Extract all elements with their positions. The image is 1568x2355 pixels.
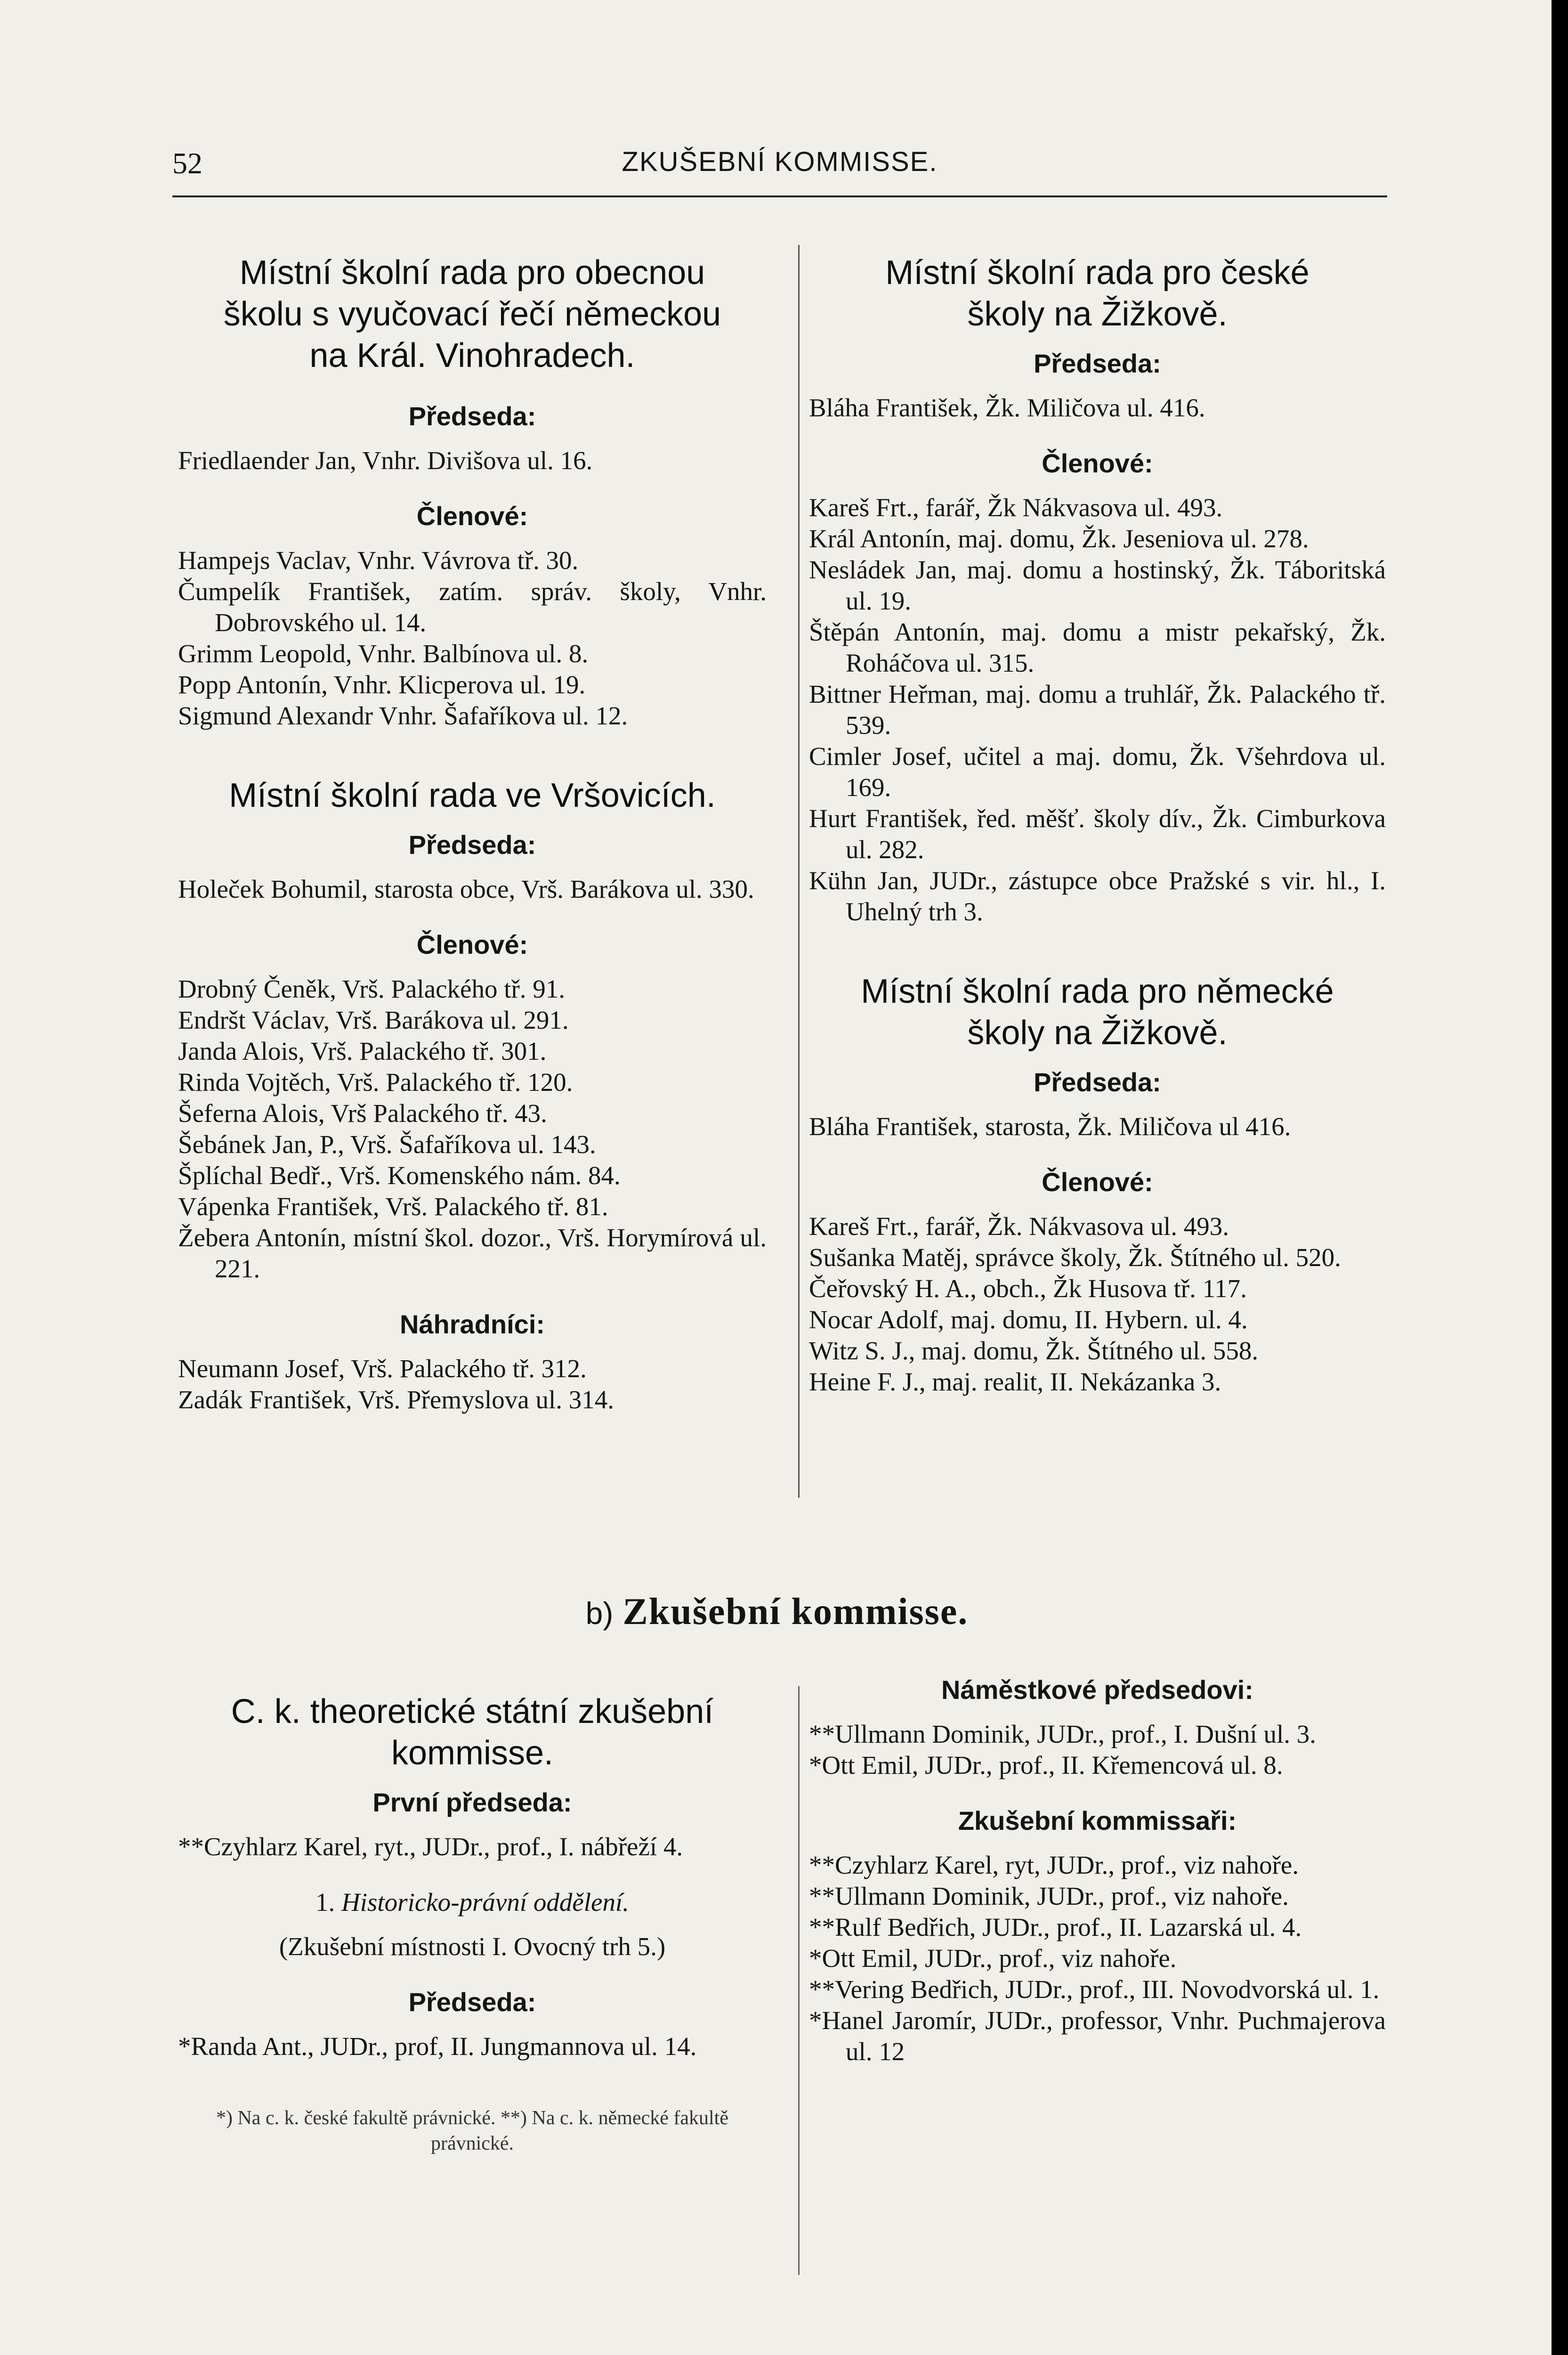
chair-entry: Bláha František, Žk. Miličova ul. 416.: [809, 393, 1205, 422]
member-entry: Nocar Adolf, maj. domu, II. Hybern. ul. 4.: [809, 1305, 1248, 1334]
department-name: Historicko-právní oddělení.: [341, 1888, 629, 1916]
member-entry: Čeřovský H. A., obch., Žk Husova tř. 117.: [809, 1274, 1247, 1303]
first-chair-label: První předseda:: [372, 1787, 572, 1817]
substitutes-label: Náhradníci:: [399, 1309, 545, 1339]
member-entry: Žebera Antonín, místní škol. dozor., Vrš. Horymírová ul. 221.: [178, 1223, 767, 1283]
substitute-entry: Neumann Josef, Vrš. Palackého tř. 312.: [178, 1354, 587, 1383]
chair-entry: Friedlaender Jan, Vnhr. Divišova ul. 16.: [178, 446, 593, 475]
right-column-bottom: [809, 1674, 1386, 2067]
commissioner-entry: *Ott Emil, JUDr., prof., viz nahoře.: [809, 1944, 1177, 1973]
column-divider-bottom: [798, 1686, 800, 2275]
commissioner-entry: *Hanel Jaromír, JUDr., professor, Vnhr. Puchmajerova ul. 12: [809, 2006, 1386, 2066]
running-title: ZKUŠEBNÍ KOMMISSE.: [622, 146, 938, 177]
member-entry: Hurt František, řed. měšť. školy dív., Žk. Cimburkova ul. 282.: [809, 804, 1386, 864]
member-entry: Král Antonín, maj. domu, Žk. Jeseniova ul. 278.: [809, 524, 1309, 553]
member-entry: Heine F. J., maj. realit, II. Nekázanka 3.: [809, 1367, 1221, 1396]
department-room: (Zkušební místnosti I. Ovocný trh 5.): [279, 1932, 666, 1961]
member-entry: Šebánek Jan, P., Vrš. Šafaříkova ul. 143.: [178, 1130, 596, 1159]
commissioner-entry: **Ullmann Dominik, JUDr., prof., viz nahoře.: [809, 1882, 1289, 1910]
member-entry: Sigmund Alexandr Vnhr. Šafaříkova ul. 12.: [178, 701, 628, 730]
page-number: 52: [172, 146, 202, 180]
title-line: Místní školní rada pro obecnou: [239, 254, 705, 292]
members-label: Členové:: [1042, 448, 1153, 478]
member-entry: Cimler Josef, učitel a maj. domu, Žk. Všehrdova ul. 169.: [809, 742, 1386, 802]
member-entry: Sušanka Matěj, správce školy, Žk. Štítného ul. 520.: [809, 1243, 1341, 1272]
scan-border: [1552, 0, 1568, 2355]
title-line: na Král. Vinohradech.: [309, 337, 635, 374]
page-header: [172, 146, 1387, 188]
section-title: Zkušební kommisse.: [622, 1591, 969, 1632]
member-entry: Vápenka František, Vrš. Palackého tř. 81.: [178, 1192, 608, 1221]
title-line: kommisse.: [391, 1734, 554, 1772]
title-line: školu s vyučovací řečí německou: [223, 295, 721, 333]
member-entry: Šplíchal Bedř., Vrš. Komenského nám. 84.: [178, 1161, 621, 1190]
title-line: Místní školní rada pro německé: [861, 973, 1334, 1010]
chair-label: Předseda:: [408, 1987, 536, 2017]
member-entry: Kareš Frt., farář, Žk. Nákvasova ul. 493.: [809, 1212, 1229, 1241]
department-heading: [178, 1887, 767, 1918]
member-entry: Nesládek Jan, maj. domu a hostinský, Žk. Táboritská ul. 19.: [809, 555, 1386, 615]
first-chair-entry: **Czyhlarz Karel, ryt., JUDr., prof., I. nábřeží 4.: [178, 1832, 683, 1861]
member-entry: Endršt Václav, Vrš. Barákova ul. 291.: [178, 1006, 569, 1034]
member-entry: Kareš Frt., farář, Žk Nákvasova ul. 493.: [809, 493, 1223, 522]
member-entry: Rinda Vojtěch, Vrš. Palackého tř. 120.: [178, 1068, 573, 1096]
section-title-vinohrady: [178, 252, 767, 376]
member-entry: Čumpelík František, zatím. správ. školy, Vnhr. Dobrovského ul. 14.: [178, 577, 767, 637]
members-label: Členové:: [416, 501, 528, 531]
commissioner-entry: **Rulf Bedřich, JUDr., prof., II. Lazarská ul. 4.: [809, 1913, 1302, 1941]
title-line: Místní školní rada pro české: [885, 254, 1309, 292]
left-column-top: [178, 252, 767, 1415]
left-column-bottom: [178, 1691, 767, 2156]
chair-label: Předseda:: [1034, 349, 1161, 378]
section-letter: b): [585, 1596, 614, 1631]
department-number: 1.: [315, 1888, 335, 1916]
section-title-vrsovice: Místní školní rada ve Vršovicích.: [229, 777, 716, 814]
member-entry: Grimm Leopold, Vnhr. Balbínova ul. 8.: [178, 639, 589, 668]
substitute-entry: Zadák František, Vrš. Přemyslova ul. 314.: [178, 1385, 614, 1414]
footnote: *) Na c. k. české fakultě právnické. **) Na c. k. německé fakultě právnické.: [216, 2107, 728, 2154]
member-entry: Hampejs Vaclav, Vnhr. Vávrova tř. 30.: [178, 546, 579, 575]
commissioner-entry: **Czyhlarz Karel, ryt, JUDr., prof., viz nahoře.: [809, 1851, 1299, 1879]
chair-entry: Holeček Bohumil, starosta obce, Vrš. Barákova ul. 330.: [178, 875, 754, 903]
title-line: C. k. theoretické státní zkušební: [231, 1693, 714, 1730]
member-entry: Šeferna Alois, Vrš Palackého tř. 43.: [178, 1099, 547, 1128]
chair-entry: Bláha František, starosta, Žk. Miličova ul 416.: [809, 1112, 1291, 1141]
member-entry: Kühn Jan, JUDr., zástupce obce Pražské s vir. hl., I. Uhelný trh 3.: [809, 866, 1386, 926]
commissioners-label: Zkušební kommissaři:: [958, 1806, 1237, 1835]
chair-label: Předseda:: [1034, 1067, 1161, 1097]
commission-title: [178, 1691, 767, 1774]
chair-label: Předseda:: [408, 830, 536, 860]
right-column-top: [809, 252, 1386, 1397]
section-title-zizkov-german: [809, 971, 1386, 1054]
section-b-heading: [0, 1588, 1554, 1637]
chair-label: Předseda:: [408, 401, 536, 431]
members-label: Členové:: [416, 930, 528, 959]
member-entry: Bittner Heřman, maj. domu a truhlář, Žk. Palackého tř. 539.: [809, 680, 1386, 739]
column-divider-top: [798, 245, 800, 1498]
deputies-label: Náměstkové předsedovi:: [941, 1675, 1253, 1705]
section-title-zizkov-czech: [809, 252, 1386, 335]
deputy-entry: **Ullmann Dominik, JUDr., prof., I. Dušní ul. 3.: [809, 1720, 1317, 1748]
member-entry: Witz S. J., maj. domu, Žk. Štítného ul. 558.: [809, 1336, 1259, 1365]
title-line: školy na Žižkově.: [967, 1014, 1228, 1052]
header-rule: [172, 195, 1387, 197]
member-entry: Janda Alois, Vrš. Palackého tř. 301.: [178, 1037, 547, 1065]
chair-entry: *Randa Ant., JUDr., prof, II. Jungmannova ul. 14.: [178, 2032, 697, 2061]
deputy-entry: *Ott Emil, JUDr., prof., II. Křemencová ul. 8.: [809, 1751, 1283, 1779]
members-label: Členové:: [1042, 1167, 1153, 1197]
member-entry: Drobný Čeněk, Vrš. Palackého tř. 91.: [178, 974, 566, 1003]
member-entry: Popp Antonín, Vnhr. Klicperova ul. 19.: [178, 670, 586, 699]
member-entry: Štěpán Antonín, maj. domu a mistr pekařský, Žk. Roháčova ul. 315.: [809, 617, 1386, 677]
title-line: školy na Žižkově.: [967, 295, 1228, 333]
commissioner-entry: **Vering Bedřich, JUDr., prof., III. Novodvorská ul. 1.: [809, 1975, 1380, 2004]
